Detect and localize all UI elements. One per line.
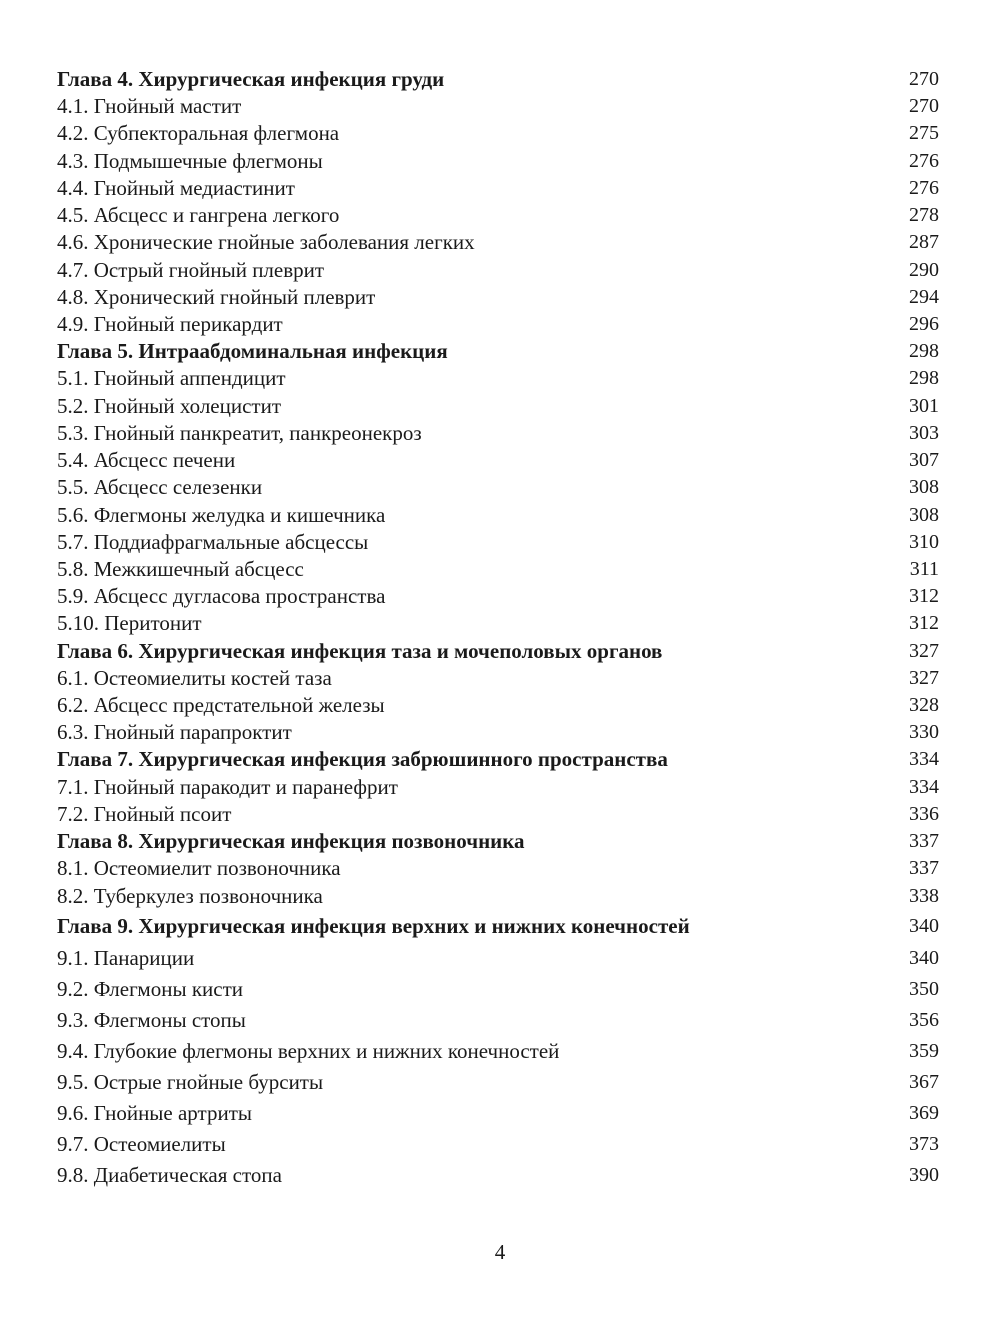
toc-section-row xyxy=(57,719,939,746)
toc-entry-page: 290 xyxy=(909,258,939,281)
toc-entry-title: 9.6. Гнойные артриты xyxy=(57,1101,252,1125)
toc-entry-page: 303 xyxy=(909,421,939,444)
toc-entry-page: 340 xyxy=(909,915,939,937)
toc-section-row xyxy=(57,120,939,147)
toc-entry-title: 9.8. Диабетическая стопа xyxy=(57,1163,282,1187)
toc-entry-page: 298 xyxy=(909,367,939,390)
toc-entry-page: 308 xyxy=(909,476,939,499)
toc-entry-page: 287 xyxy=(909,231,939,254)
toc-chapter-row xyxy=(57,338,939,365)
toc-entry-page: 276 xyxy=(909,149,939,172)
toc-section-row xyxy=(57,202,939,229)
toc-entry-page: 294 xyxy=(909,285,939,308)
table-of-contents xyxy=(57,66,939,910)
toc-entry-title: 5.4. Абсцесс печени xyxy=(57,448,236,473)
toc-chapter-row xyxy=(57,66,939,93)
toc-section-row xyxy=(57,175,939,202)
toc-entry-title: 5.6. Флегмоны желудка и кишечника xyxy=(57,502,386,527)
toc-entry-page: 338 xyxy=(909,884,939,907)
toc-entry-page: 356 xyxy=(909,1009,939,1031)
toc-section-row xyxy=(57,365,939,392)
table-of-contents-chapter-9 xyxy=(57,911,939,1191)
toc-section-row xyxy=(57,311,939,338)
toc-entry-page: 270 xyxy=(909,68,939,90)
toc-entry-title: 7.2. Гнойный псоит xyxy=(57,801,232,826)
toc-entry-title: 6.2. Абсцесс предстательной железы xyxy=(57,693,385,718)
toc-entry-page: 336 xyxy=(909,802,939,825)
toc-chapter-row xyxy=(57,911,939,943)
toc-entry-title: 5.3. Гнойный панкреатит, панкреонекроз xyxy=(57,420,422,445)
toc-entry-title: 8.2. Туберкулез позвоночника xyxy=(57,883,323,908)
toc-section-row xyxy=(57,529,939,556)
toc-section-row xyxy=(57,1005,939,1036)
toc-chapter-row xyxy=(57,828,939,855)
toc-entry-title: 5.5. Абсцесс селезенки xyxy=(57,475,263,500)
toc-entry-title: 9.4. Глубокие флегмоны верхних и нижних конечностей xyxy=(57,1039,560,1063)
toc-section-row xyxy=(57,801,939,828)
toc-entry-title: 4.5. Абсцесс и гангрена легкого xyxy=(57,203,340,228)
toc-section-row xyxy=(57,148,939,175)
toc-entry-title: 7.1. Гнойный паракодит и паранефрит xyxy=(57,774,398,799)
toc-entry-title: Глава 9. Хирургическая инфекция верхних и нижних конечностей xyxy=(57,914,690,938)
toc-section-row xyxy=(57,420,939,447)
toc-entry-title: 9.3. Флегмоны стопы xyxy=(57,1008,246,1032)
toc-entry-page: 312 xyxy=(909,612,939,635)
toc-entry-page: 340 xyxy=(909,947,939,969)
toc-section-row xyxy=(57,229,939,256)
toc-entry-title: 4.8. Хронический гнойный плеврит xyxy=(57,284,376,309)
toc-entry-page: 312 xyxy=(909,585,939,608)
toc-entry-title: 4.1. Гнойный мастит xyxy=(57,94,242,119)
toc-section-row xyxy=(57,1067,939,1098)
toc-entry-title: 5.10. Перитонит xyxy=(57,611,202,636)
toc-entry-page: 334 xyxy=(909,748,939,771)
toc-entry-page: 328 xyxy=(909,694,939,717)
toc-entry-title: 9.7. Остеомиелиты xyxy=(57,1132,226,1156)
toc-section-row xyxy=(57,1129,939,1160)
toc-entry-page: 350 xyxy=(909,978,939,1000)
toc-section-row xyxy=(57,93,939,120)
toc-entry-page: 337 xyxy=(909,857,939,880)
toc-entry-page: 337 xyxy=(909,830,939,853)
toc-entry-title: 4.3. Подмышечные флегмоны xyxy=(57,148,323,173)
toc-entry-page: 307 xyxy=(909,449,939,472)
toc-entry-title: 5.9. Абсцесс дугласова пространства xyxy=(57,584,386,609)
toc-section-row xyxy=(57,502,939,529)
toc-section-row xyxy=(57,1036,939,1067)
toc-entry-page: 276 xyxy=(909,176,939,199)
toc-section-row xyxy=(57,447,939,474)
toc-entry-title: 4.9. Гнойный перикардит xyxy=(57,311,283,336)
toc-entry-page: 334 xyxy=(909,775,939,798)
toc-section-row xyxy=(57,855,939,882)
toc-entry-title: 5.7. Поддиафрагмальные абсцессы xyxy=(57,529,369,554)
toc-entry-title: 5.8. Межкишечный абсцесс xyxy=(57,556,304,581)
toc-entry-title: 5.1. Гнойный аппендицит xyxy=(57,366,286,391)
toc-entry-title: Глава 8. Хирургическая инфекция позвоночника xyxy=(57,829,525,854)
toc-entry-page: 298 xyxy=(909,340,939,363)
toc-entry-page: 275 xyxy=(909,122,939,145)
toc-entry-page: 301 xyxy=(909,394,939,417)
toc-section-row xyxy=(57,556,939,583)
toc-section-row xyxy=(57,665,939,692)
toc-entry-title: Глава 5. Интраабдоминальная инфекция xyxy=(57,339,448,364)
toc-section-row xyxy=(57,393,939,420)
toc-entry-page: 390 xyxy=(909,1164,939,1186)
toc-section-row xyxy=(57,883,939,910)
toc-entry-title: Глава 4. Хирургическая инфекция груди xyxy=(57,67,445,91)
toc-entry-page: 327 xyxy=(909,639,939,662)
toc-section-row xyxy=(57,474,939,501)
toc-section-row xyxy=(57,974,939,1005)
toc-section-row xyxy=(57,1098,939,1129)
toc-entry-page: 311 xyxy=(909,557,939,580)
toc-entry-title: 4.6. Хронические гнойные заболевания легких xyxy=(57,230,475,255)
toc-entry-title: 9.5. Острые гнойные бурситы xyxy=(57,1070,324,1094)
toc-entry-title: 9.1. Панариции xyxy=(57,946,195,970)
toc-entry-title: 9.2. Флегмоны кисти xyxy=(57,977,243,1001)
toc-entry-title: 4.2. Субпекторальная флегмона xyxy=(57,121,340,146)
toc-entry-page: 278 xyxy=(909,204,939,227)
toc-chapter-row xyxy=(57,638,939,665)
toc-entry-page: 270 xyxy=(909,95,939,118)
toc-entry-title: 5.2. Гнойный холецистит xyxy=(57,393,282,418)
toc-entry-page: 308 xyxy=(909,503,939,526)
toc-entry-title: 4.4. Гнойный медиастинит xyxy=(57,175,295,200)
toc-entry-page: 367 xyxy=(909,1071,939,1093)
toc-entry-title: Глава 7. Хирургическая инфекция забрюшинного пространства xyxy=(57,747,668,772)
toc-entry-title: Глава 6. Хирургическая инфекция таза и мочеполовых органов xyxy=(57,638,663,663)
toc-section-row xyxy=(57,943,939,974)
toc-entry-page: 359 xyxy=(909,1040,939,1062)
toc-section-row xyxy=(57,610,939,637)
toc-entry-title: 6.1. Остеомиелиты костей таза xyxy=(57,665,332,690)
toc-section-row xyxy=(57,692,939,719)
toc-entry-title: 8.1. Остеомиелит позвоночника xyxy=(57,856,341,881)
toc-entry-page: 296 xyxy=(909,312,939,335)
toc-section-row xyxy=(57,774,939,801)
toc-entry-page: 327 xyxy=(909,666,939,689)
toc-section-row xyxy=(57,284,939,311)
toc-section-row xyxy=(57,583,939,610)
toc-entry-page: 310 xyxy=(909,530,939,553)
page-number: 4 xyxy=(494,1240,506,1264)
toc-entry-title: 4.7. Острый гнойный плеврит xyxy=(57,257,325,282)
toc-entry-page: 369 xyxy=(909,1102,939,1124)
toc-chapter-row xyxy=(57,746,939,773)
toc-entry-title: 6.3. Гнойный парапроктит xyxy=(57,720,292,745)
toc-section-row xyxy=(57,1160,939,1191)
toc-section-row xyxy=(57,257,939,284)
toc-entry-page: 373 xyxy=(909,1133,939,1155)
toc-entry-page: 330 xyxy=(909,721,939,744)
